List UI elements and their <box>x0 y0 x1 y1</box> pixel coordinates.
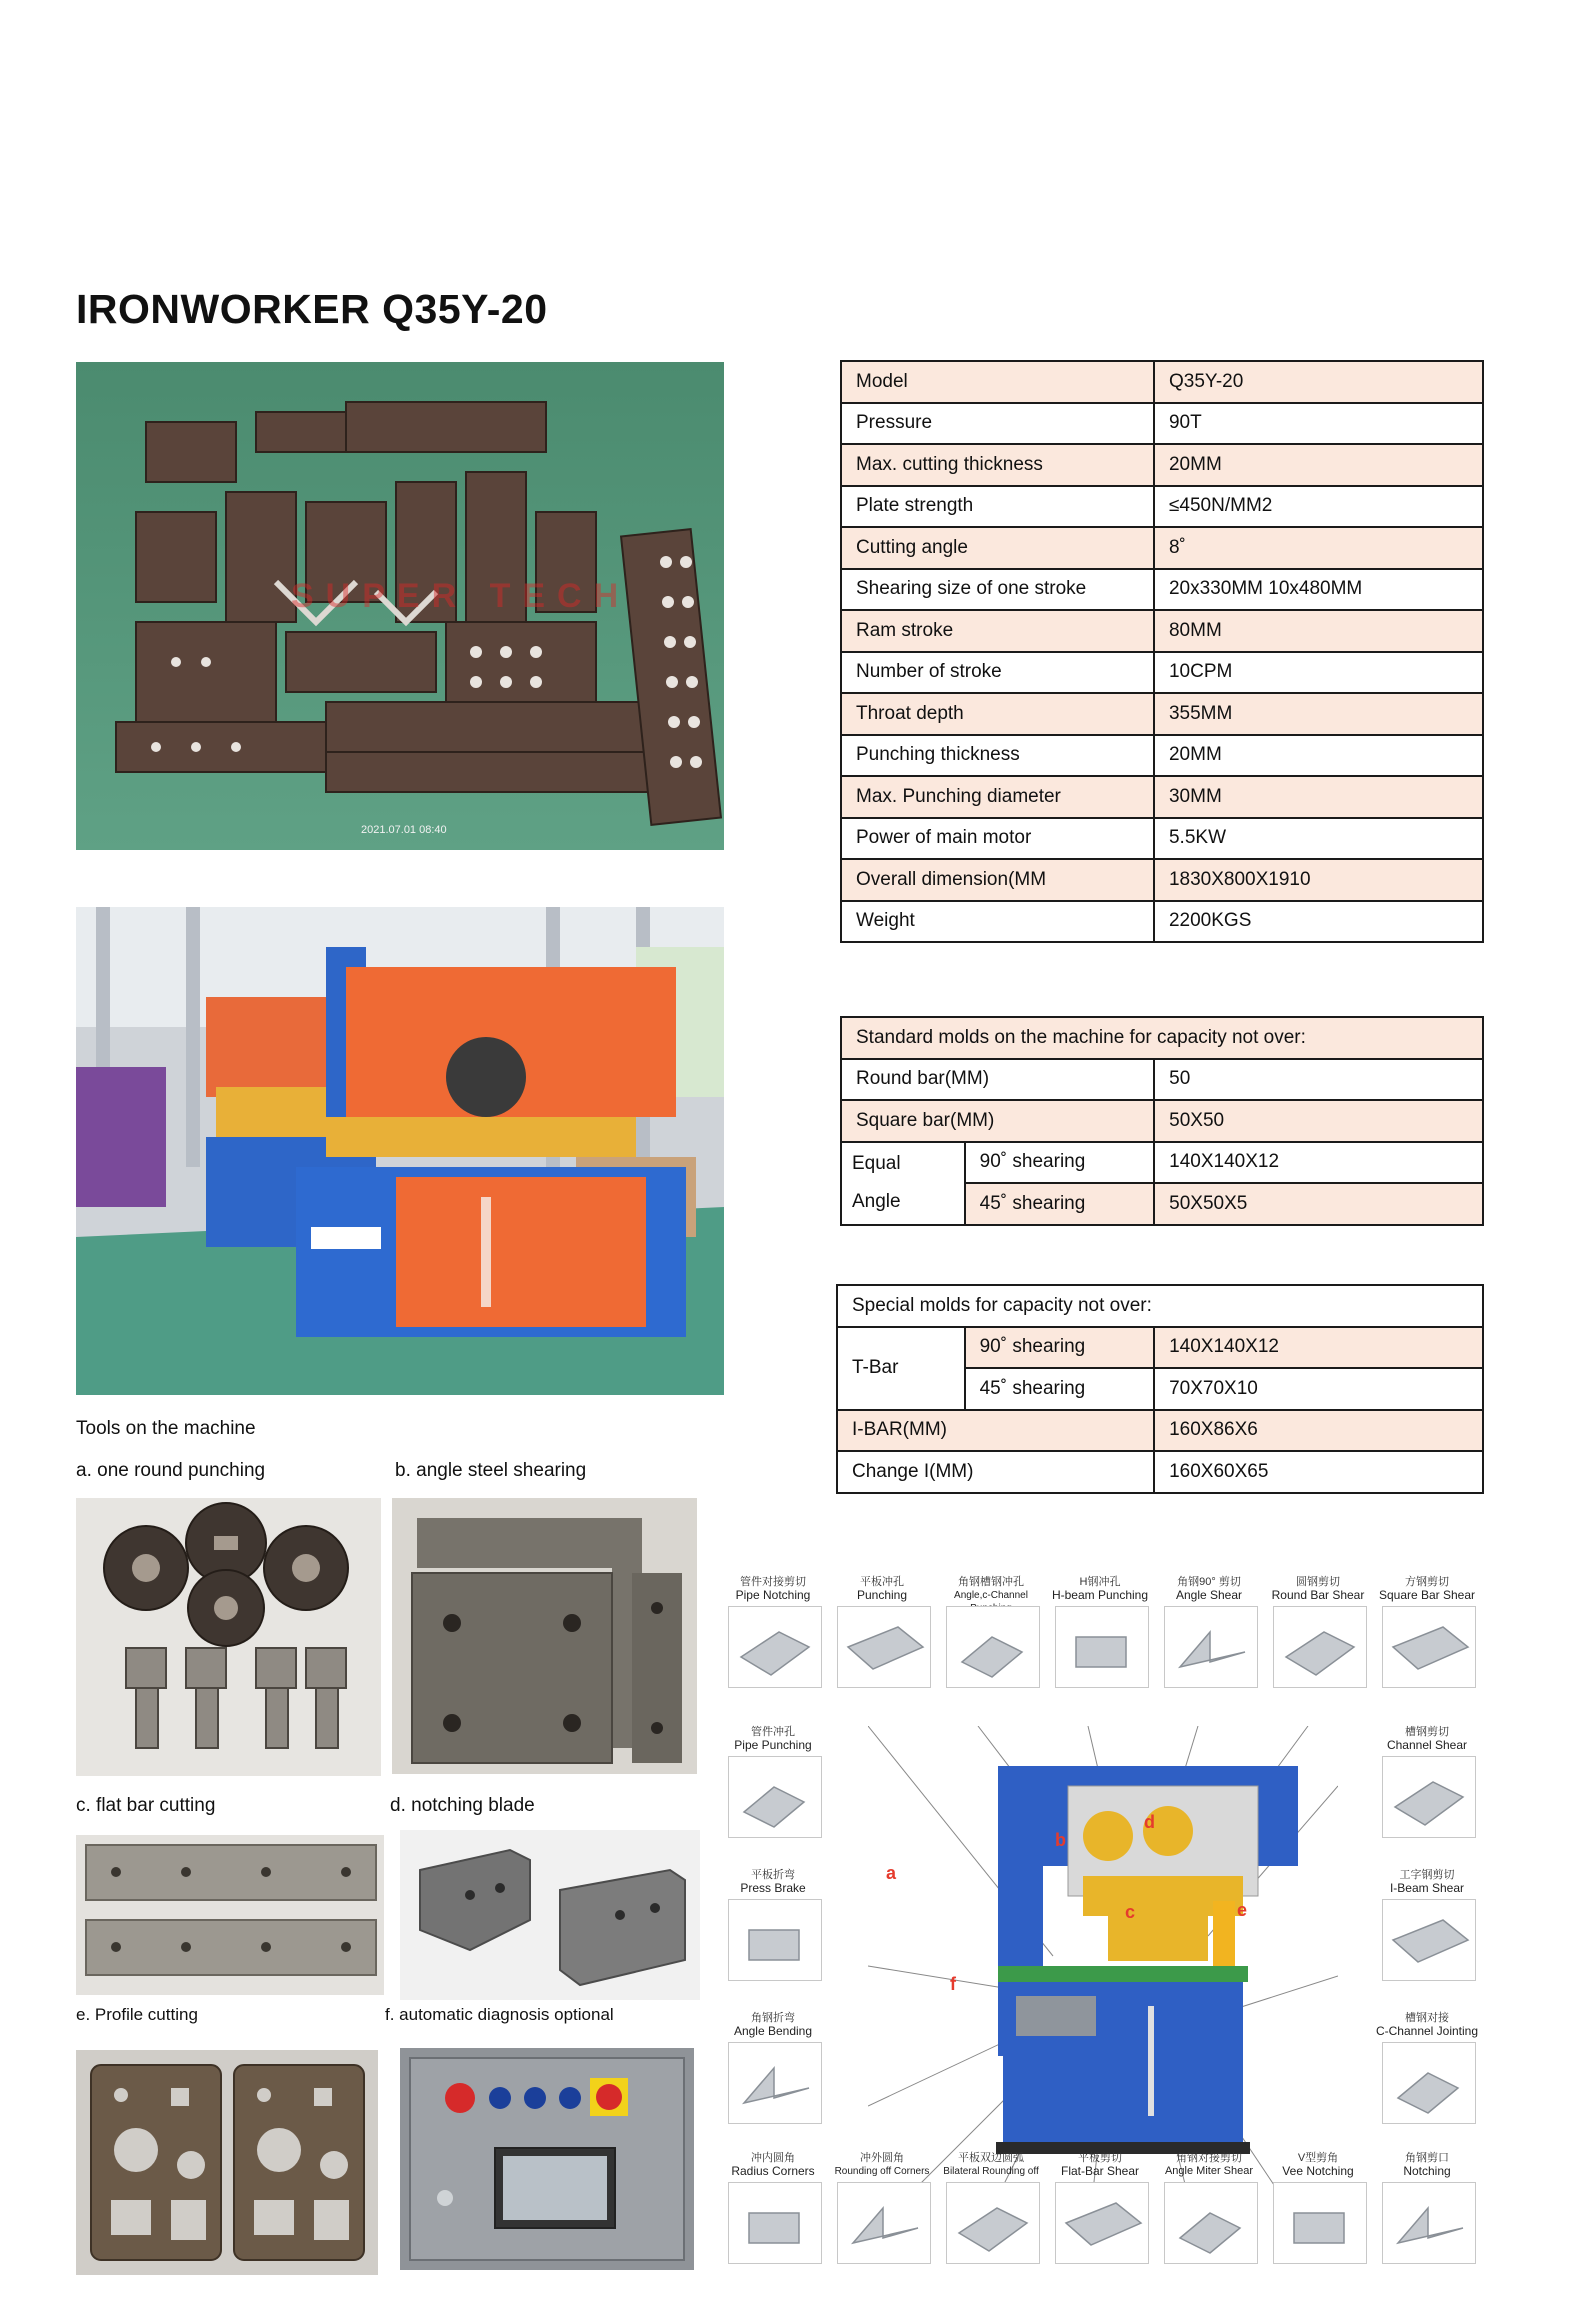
op-caption-en: Angle Miter Shear <box>1164 2165 1254 2177</box>
tool-label-b: b. angle steel shearing <box>395 1460 587 1481</box>
spec-label: Model <box>841 361 1154 403</box>
callout-c: c <box>1125 1902 1136 1922</box>
t-bar-shear-45-label: 45˚ shearing <box>965 1368 1154 1410</box>
spec-label: Cutting angle <box>841 527 1154 569</box>
ironworker-machine-photo <box>76 907 724 1395</box>
spec-row <box>841 859 1483 901</box>
op-caption-en: Angle Bending <box>733 2024 813 2038</box>
op-caption-en: H-beam Punching <box>1051 1588 1149 1602</box>
spec-row <box>841 610 1483 652</box>
square-bar-value: 50X50 <box>1154 1100 1483 1142</box>
op-caption-cn: 角钢剪口 <box>1405 2152 1449 2164</box>
round-bar-value: 50 <box>1154 1059 1483 1101</box>
callout-b: b <box>1055 1830 1066 1850</box>
standard-molds-table <box>840 1016 1484 1226</box>
op-caption-en: Vee Notching <box>1282 2164 1354 2178</box>
op-caption-cn: 管件冲孔 <box>751 1726 795 1738</box>
spec-row <box>841 486 1483 528</box>
square-bar-label: Square bar(MM) <box>841 1100 1154 1142</box>
op-caption-en: Channel Shear <box>1386 1738 1468 1752</box>
spec-value: 1830X800X1910 <box>1154 859 1483 901</box>
t-bar-shear-90-value: 140X140X12 <box>1154 1327 1483 1369</box>
op-caption-en: Punching <box>856 1588 908 1602</box>
op-caption-en: Flat-Bar Shear <box>1060 2164 1140 2178</box>
special-molds-table <box>836 1284 1484 1494</box>
op-caption <box>1041 2152 1159 2178</box>
spec-row <box>841 901 1483 943</box>
spec-table <box>840 360 1484 943</box>
op-caption-cn: 管件对接剪切 <box>740 1576 806 1588</box>
spec-label: Max. Punching diameter <box>841 776 1154 818</box>
op-caption <box>932 2152 1050 2178</box>
op-caption-en: Notching <box>1403 2164 1451 2178</box>
spec-value: 20x330MM 10x480MM <box>1154 569 1483 611</box>
op-caption <box>1368 1726 1486 1752</box>
op-caption <box>714 1726 832 1752</box>
spec-row <box>841 652 1483 694</box>
op-caption-cn: 角钢折弯 <box>751 2012 795 2024</box>
callout-d: d <box>1144 1812 1155 1832</box>
round-bar-shear-icon <box>1273 1606 1367 1688</box>
photo-watermark: SUPER TECH <box>291 577 631 615</box>
change-i-value: 160X60X65 <box>1154 1451 1483 1493</box>
vee-notching-icon <box>1273 2182 1367 2264</box>
op-caption <box>1150 1576 1268 1602</box>
op-caption <box>1259 2152 1377 2178</box>
op-caption <box>714 1869 832 1895</box>
spec-label: Number of stroke <box>841 652 1154 694</box>
tool-label-d: d. notching blade <box>390 1795 535 1816</box>
special-molds-header: Special molds for capacity not over: <box>837 1285 1483 1327</box>
steel-parts-photo <box>76 362 724 850</box>
op-caption-en: Square Bar Shear <box>1378 1588 1476 1602</box>
angle-miter-shear-icon <box>1164 2182 1258 2264</box>
spec-value: ≤450N/MM2 <box>1154 486 1483 528</box>
shear-90-label: 90˚ shearing <box>965 1142 1154 1184</box>
op-caption <box>1368 1576 1486 1602</box>
tool-label-a: a. one round punching <box>76 1460 266 1481</box>
i-beam-shear-icon <box>1382 1899 1476 1981</box>
spec-row <box>841 818 1483 860</box>
flat-bar-cutting-photo <box>76 1835 384 1995</box>
spec-label: Shearing size of one stroke <box>841 569 1154 611</box>
op-caption-cn: 角钢对接剪切 <box>1176 2152 1242 2164</box>
angle-text: Angle <box>852 1191 901 1212</box>
spec-value: 30MM <box>1154 776 1483 818</box>
t-bar-shear-45-value: 70X70X10 <box>1154 1368 1483 1410</box>
spec-value: 20MM <box>1154 735 1483 777</box>
profile-cutting-photo <box>76 2050 378 2275</box>
callout-a: a <box>886 1863 897 1883</box>
spec-row <box>841 735 1483 777</box>
spec-label: Max. cutting thickness <box>841 444 1154 486</box>
pipe-punching-icon <box>728 1756 822 1838</box>
op-caption-cn: 角钢槽钢冲孔 <box>958 1576 1024 1588</box>
t-bar-label: T-Bar <box>837 1327 965 1410</box>
rounding-corners-icon <box>837 2182 931 2264</box>
tool-label-e: e. Profile cutting <box>76 2005 198 2024</box>
op-caption <box>1259 1576 1377 1602</box>
op-caption-en: Pipe Notching <box>735 1588 811 1602</box>
op-caption-en: Pipe Punching <box>734 1738 812 1752</box>
tool-label-c: c. flat bar cutting <box>76 1795 216 1816</box>
h-beam-punching-icon <box>1055 1606 1149 1688</box>
spec-label: Plate strength <box>841 486 1154 528</box>
op-caption-en: Bilateral Rounding off <box>943 2166 1039 2177</box>
op-caption <box>714 1576 832 1602</box>
spec-row <box>841 776 1483 818</box>
spec-row <box>841 569 1483 611</box>
spec-value: 90T <box>1154 403 1483 445</box>
op-caption-cn: 槽钢剪切 <box>1405 1726 1449 1738</box>
spec-label: Power of main motor <box>841 818 1154 860</box>
press-brake-icon <box>728 1899 822 1981</box>
spec-label: Ram stroke <box>841 610 1154 652</box>
spec-value: 355MM <box>1154 693 1483 735</box>
spec-value: 10CPM <box>1154 652 1483 694</box>
t-bar-shear-90-label: 90˚ shearing <box>965 1327 1154 1369</box>
tools-heading: Tools on the machine <box>76 1418 256 1439</box>
op-caption <box>1368 2012 1486 2038</box>
spec-value: Q35Y-20 <box>1154 361 1483 403</box>
op-caption <box>1368 1869 1486 1895</box>
op-caption-cn: 槽钢对接 <box>1405 2012 1449 2024</box>
op-caption-cn: 角钢90° 剪切 <box>1177 1576 1241 1588</box>
shear-45-value: 50X50X5 <box>1154 1183 1483 1225</box>
spec-label: Pressure <box>841 403 1154 445</box>
punching-icon <box>837 1606 931 1688</box>
page-title: IRONWORKER Q35Y-20 <box>76 286 548 332</box>
diagnosis-panel-photo <box>400 2048 694 2270</box>
equal-angle-label <box>841 1142 965 1225</box>
spec-row <box>841 693 1483 735</box>
angle-shearing-photo <box>392 1498 697 1774</box>
op-caption-en: Radius Corners <box>731 2164 815 2178</box>
op-caption <box>1368 2152 1486 2178</box>
equal-text: Equal <box>852 1153 901 1174</box>
op-caption-cn: 工字钢剪切 <box>1399 1869 1455 1881</box>
op-caption-cn: 平板冲孔 <box>860 1576 904 1588</box>
op-caption-cn: 冲内圆角 <box>751 2152 795 2164</box>
op-caption-cn: V型剪角 <box>1297 2152 1339 2164</box>
tool-label-f: f. automatic diagnosis optional <box>385 2005 614 2024</box>
op-caption-en: C-Channel Jointing <box>1375 2024 1479 2038</box>
spec-value: 5.5KW <box>1154 818 1483 860</box>
spec-row <box>841 527 1483 569</box>
op-caption-cn: 平板双边圆弧 <box>958 2152 1024 2164</box>
spec-value: 2200KGS <box>1154 901 1483 943</box>
application-diagram <box>728 1576 1484 2276</box>
spec-label: Weight <box>841 901 1154 943</box>
op-caption-en: Angle Shear <box>1175 1588 1243 1602</box>
spec-label: Throat depth <box>841 693 1154 735</box>
angle-shear-icon <box>1164 1606 1258 1688</box>
pipe-notching-icon <box>728 1606 822 1688</box>
op-caption <box>1150 2152 1268 2178</box>
angle-bending-icon <box>728 2042 822 2124</box>
flat-bar-shear-icon <box>1055 2182 1149 2264</box>
op-caption-cn: 圆钢剪切 <box>1296 1576 1340 1588</box>
channel-shear-icon <box>1382 1756 1476 1838</box>
spec-row <box>841 361 1483 403</box>
spec-label: Punching thickness <box>841 735 1154 777</box>
notching-icon <box>1382 2182 1476 2264</box>
op-caption-en: I-Beam Shear <box>1389 1881 1465 1895</box>
notching-blade-photo <box>400 1830 700 2000</box>
bilateral-rounding-icon <box>946 2182 1040 2264</box>
i-bar-label: I-BAR(MM) <box>837 1410 1154 1452</box>
spec-value: 8˚ <box>1154 527 1483 569</box>
op-caption-cn: 平板剪切 <box>1078 2152 1122 2164</box>
i-bar-value: 160X86X6 <box>1154 1410 1483 1452</box>
spec-value: 80MM <box>1154 610 1483 652</box>
standard-molds-header: Standard molds on the machine for capacity not over: <box>841 1017 1483 1059</box>
shear-90-value: 140X140X12 <box>1154 1142 1483 1184</box>
change-i-label: Change I(MM) <box>837 1451 1154 1493</box>
op-caption-en: Angle,c-Channel <box>954 1590 1028 1601</box>
op-caption <box>714 2152 832 2178</box>
channel-punching-icon <box>946 1606 1040 1688</box>
radius-corners-icon <box>728 2182 822 2264</box>
op-caption <box>823 2152 941 2178</box>
shear-45-label: 45˚ shearing <box>965 1183 1154 1225</box>
spec-label: Overall dimension(MM <box>841 859 1154 901</box>
channel-jointing-icon <box>1382 2042 1476 2124</box>
op-caption-cn: 平板折弯 <box>751 1869 795 1881</box>
callout-f: f <box>950 1974 956 1994</box>
op-caption-en: Rounding off Corners <box>834 2166 930 2177</box>
spec-row <box>841 444 1483 486</box>
op-caption <box>1041 1576 1159 1602</box>
op-caption-cn: 方钢剪切 <box>1405 1576 1449 1588</box>
square-bar-shear-icon <box>1382 1606 1476 1688</box>
op-caption <box>714 2012 832 2038</box>
round-punching-photo <box>76 1498 381 1776</box>
callout-e: e <box>1237 1900 1248 1920</box>
spec-row <box>841 403 1483 445</box>
op-caption-cn: 冲外圆角 <box>860 2152 904 2164</box>
op-caption <box>823 1576 941 1602</box>
op-caption-en: Press Brake <box>740 1881 806 1895</box>
op-caption-en: Round Bar Shear <box>1271 1588 1365 1602</box>
photo-timestamp: 2021.07.01 08:40 <box>361 824 447 836</box>
spec-value: 20MM <box>1154 444 1483 486</box>
op-caption-cn: H钢冲孔 <box>1079 1576 1121 1588</box>
round-bar-label: Round bar(MM) <box>841 1059 1154 1101</box>
